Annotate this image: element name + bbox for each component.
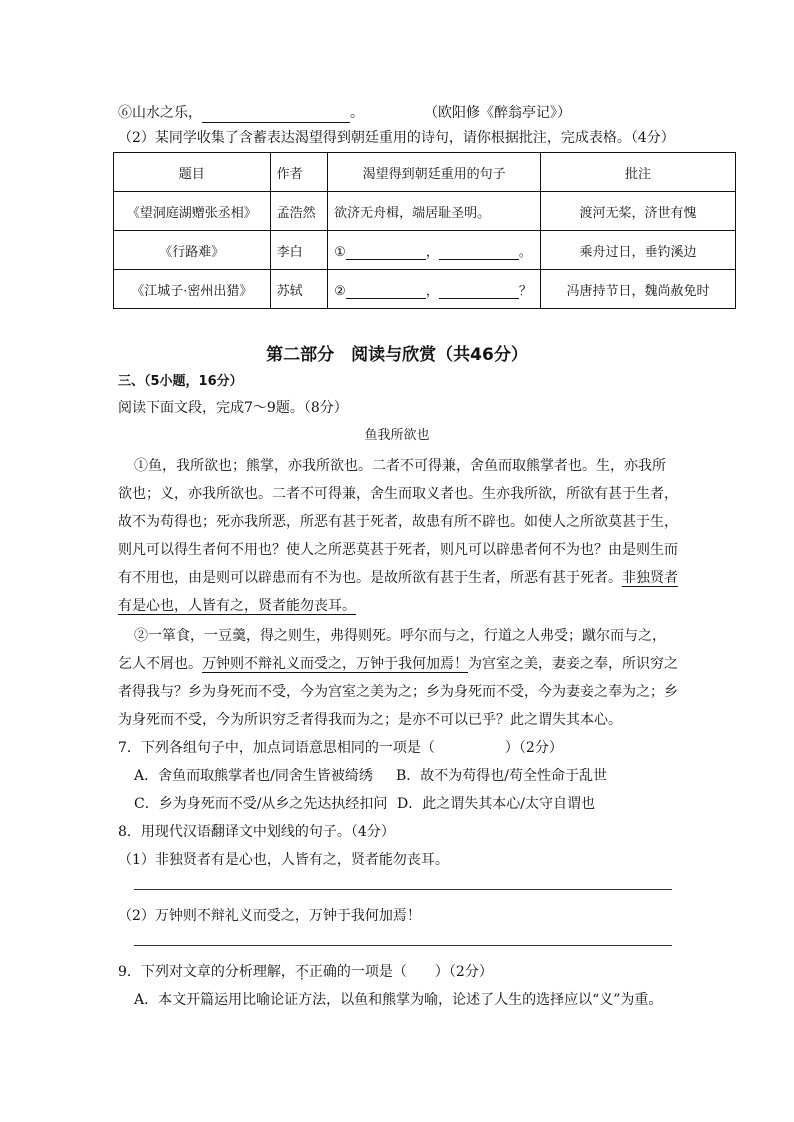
- q9-stem: [118, 962, 493, 982]
- answer-blank-1a[interactable]: [346, 245, 426, 260]
- passage-line: ②一箪食，一豆羹，得之则生，弗得则死。呼尔而与之，行道之人弗受；蹴尔而与之，: [134, 628, 666, 644]
- q7-option-a[interactable]: A．舍鱼而取熊掌者也/同舍生皆被绮绣: [134, 768, 373, 784]
- q8-sentence-1: （1）非独贤者有是心也，人皆有之，贤者能勿丧耳。: [118, 852, 449, 868]
- q7-option-d[interactable]: D．此之谓失其本心/太守自谓也: [397, 796, 595, 812]
- underlined-sentence-1a: 非独贤者: [622, 570, 678, 586]
- passage-line: 欲也；义，亦我所欲也。二者不可得兼，舍生而取义者也。生亦我所欲，所欲有甚于生者，: [118, 486, 678, 502]
- passage-line: 故不为苟得也；死亦我所恶，所恶有甚于死者，故患有所不辟也。如使人之所欲莫甚于生，: [118, 514, 678, 530]
- q9-stem-text: 正确的一项是（ ）（2分）: [308, 964, 493, 980]
- passage-title: 鱼我所欲也: [364, 428, 430, 443]
- q2-intro: （2）某同学收集了含蓄表达渴望得到朝廷重用的诗句，请你根据批注，完成表格。（4分）: [118, 130, 675, 146]
- passage-line: [118, 596, 356, 616]
- table-row: [114, 192, 736, 231]
- passage-text: 有不用也，由是则可以辟患而有不为也。是故所欲有甚于生者，所恶有甚于死者。: [118, 570, 622, 586]
- passage-text: 为宫室之美，妻妾之奉，所识穷之: [468, 656, 678, 672]
- passage-line: [118, 654, 678, 674]
- answer-blank-2b[interactable]: [439, 284, 519, 299]
- table-header-row: [114, 153, 736, 192]
- row-title: 《望洞庭湖赠张丞相》: [114, 192, 271, 231]
- q7-option-c[interactable]: C．乡为身死而不受/从乡之先达执经扣问: [134, 796, 388, 812]
- q8-sentence-2: （2）万钟则不辩礼义而受之，万钟于我何加焉！: [118, 908, 421, 924]
- section3-heading: 三、（5小题，16分）: [118, 374, 243, 389]
- answer-blank-1b[interactable]: [439, 245, 519, 260]
- q6-answer-blank[interactable]: [202, 108, 350, 123]
- row-author: 苏轼: [270, 270, 328, 309]
- row-line: [328, 270, 541, 309]
- row-author: 孟浩然: [270, 192, 328, 231]
- row-line: 欲济无舟楫，端居耻圣明。: [328, 192, 541, 231]
- passage-line: 者得我与？乡为身死而不受，今为宫室之美为之；乡为身死而不受，今为妻妾之奉为之；乡: [118, 684, 678, 700]
- row-author: 李白: [270, 231, 328, 270]
- row-note: 渡河无桨，济世有愧: [541, 192, 736, 231]
- q9-option-a[interactable]: A．本文开篇运用比喻论证方法，以鱼和熊掌为喻，论述了人生的选择应以“义”为重。: [134, 992, 663, 1008]
- q9-emphasis: 不: [294, 964, 309, 980]
- passage-line: [118, 568, 678, 588]
- q9-stem-text: 9．下列对文章的分析理解，: [118, 964, 295, 980]
- passage-text: 乞人不屑也。: [118, 656, 202, 672]
- table-row: [114, 270, 736, 309]
- q8-stem: 8．用现代汉语翻译文中划线的句子。（4分）: [118, 824, 395, 840]
- answer-blank-2a[interactable]: [346, 284, 426, 299]
- q6-end: 。: [350, 105, 364, 121]
- passage-line: 则凡可以得生者何不用也？使人之所恶莫甚于死者，则凡可以辟患者何不为也？由是则生而: [118, 542, 678, 558]
- line-end: 。: [518, 244, 532, 260]
- line-prefix: ①: [334, 244, 346, 260]
- header-author: 作者: [270, 153, 328, 192]
- header-line: 渴望得到朝廷重用的句子: [328, 153, 541, 192]
- passage-line: 为身死而不受，今为所识穷乏者得我而为之；是亦不可以已乎？此之谓失其本心。: [118, 712, 622, 728]
- line-comma: ，: [425, 283, 439, 299]
- row-title: 《行路难》: [114, 231, 271, 270]
- q6-source: （欧阳修《醉翁亭记》）: [424, 105, 571, 121]
- line-prefix: ②: [334, 283, 346, 299]
- row-title: 《江城子·密州出猎》: [114, 270, 271, 309]
- header-title: 题目: [114, 153, 271, 192]
- table-row: [114, 231, 736, 270]
- part2-title: 第二部分 阅读与欣赏（共46分）: [266, 345, 528, 365]
- row-line: [328, 231, 541, 270]
- poem-table: [113, 152, 736, 309]
- passage-line: ①鱼，我所欲也；熊掌，亦我所欲也。二者不可得兼，舍鱼而取熊掌者也。生，亦我所: [134, 458, 666, 474]
- q6-label: ⑥山水之乐，: [118, 105, 202, 121]
- underlined-sentence-2: 万钟则不辩礼义而受之，万钟于我何加焉！: [202, 656, 468, 672]
- underlined-sentence-1b: 有是心也，人皆有之，贤者能勿丧耳。: [118, 598, 356, 614]
- q8-answer-line-2[interactable]: [134, 945, 672, 946]
- read-intro: 阅读下面文段，完成7～9题。（8分）: [118, 400, 348, 416]
- row-note: 乘舟过日，垂钓溪边: [541, 231, 736, 270]
- q6-line: [118, 103, 364, 123]
- q7-option-b[interactable]: B．故不为苟得也/苟全性命于乱世: [396, 768, 608, 784]
- q8-answer-line-1[interactable]: [134, 889, 672, 890]
- header-note: 批注: [541, 153, 736, 192]
- q7-stem: 7．下列各组句子中，加点词语意思相同的一项是（ ）（2分）: [118, 740, 563, 756]
- line-comma: ，: [425, 244, 439, 260]
- line-end: ？: [518, 283, 532, 299]
- row-note: 冯唐持节日，魏尚赦免时: [541, 270, 736, 309]
